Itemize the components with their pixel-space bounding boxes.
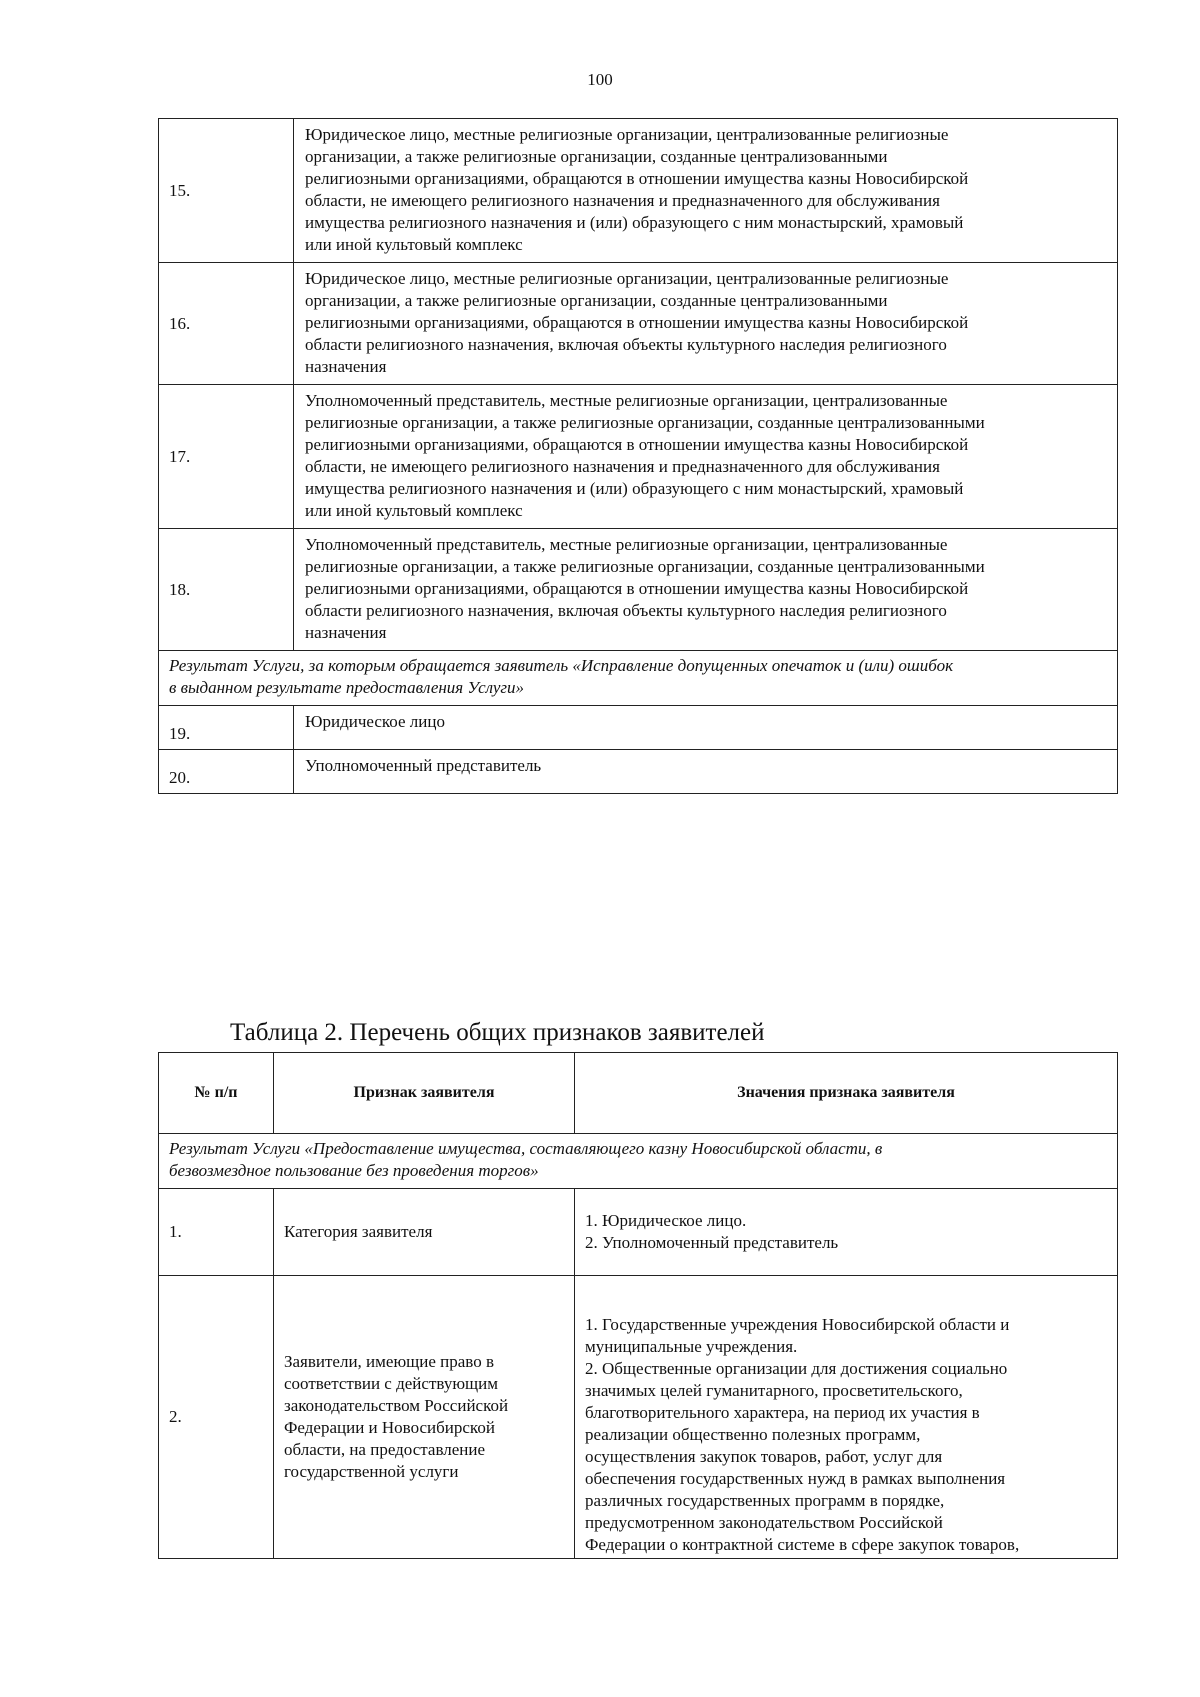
row-number: 18.: [159, 529, 294, 651]
row-number: 17.: [159, 385, 294, 529]
row-values: 1. Юридическое лицо. 2. Уполномоченный представитель: [575, 1189, 1118, 1276]
table-row: [159, 1276, 1118, 1559]
row-number: 19.: [159, 706, 294, 750]
section-header: Результат Услуги «Предоставление имущества, составляющего казну Новосибирской области, в безвозмездное пользование без проведения торгов»: [159, 1134, 1118, 1189]
section-header-row: [159, 651, 1118, 706]
row-number: 16.: [159, 263, 294, 385]
row-text: Уполномоченный представитель, местные религиозные организации, централизованные религиозные организации, а также религиозные организации, созданные централизованными религиозными организациями, обращаются в отношении имущества казны Новосибирской области, не имеющего религиозного назначения и предназначенного для обслуживания имущества религиозного назначения и (или) образующего с ним монастырский, храмовый или иной культовый комплекс: [294, 385, 1118, 529]
table-row: [159, 1189, 1118, 1276]
table-row: [159, 263, 1118, 385]
table-row: [159, 385, 1118, 529]
row-sign: Заявители, имеющие право в соответствии с действующим законодательством Российской Федерации и Новосибирской области, на предоставление государственной услуги: [274, 1276, 575, 1559]
row-text: Юридическое лицо: [294, 706, 1118, 750]
table-row: [159, 706, 1118, 750]
row-number: 2.: [159, 1276, 274, 1559]
common-signs-table: [158, 1052, 1118, 1559]
table-row: [159, 750, 1118, 794]
row-sign: Категория заявителя: [274, 1189, 575, 1276]
row-text: Уполномоченный представитель, местные религиозные организации, централизованные религиозные организации, а также религиозные организации, созданные централизованными религиозными организациями, обращаются в отношении имущества казны Новосибирской области религиозного назначения, включая объекты культурного наследия религиозного назначения: [294, 529, 1118, 651]
table2-title: Таблица 2. Перечень общих признаков заявителей: [230, 1019, 765, 1046]
section-header: Результат Услуги, за которым обращается заявитель «Исправление допущенных опечаток и (или) ошибок в выданном результате предоставления Услуги»: [159, 651, 1118, 706]
table-header-row: [159, 1053, 1118, 1134]
column-header-values: Значения признака заявителя: [575, 1053, 1118, 1134]
applicant-variants-table: [158, 118, 1118, 794]
row-number: 20.: [159, 750, 294, 794]
row-text: Юридическое лицо, местные религиозные организации, централизованные религиозные организации, а также религиозные организации, созданные централизованными религиозными организациями, обращаются в отношении имущества казны Новосибирской области, не имеющего религиозного назначения и предназначенного для обслуживания имущества религиозного назначения и (или) образующего с ним монастырский, храмовый или иной культовый комплекс: [294, 119, 1118, 263]
column-header-sign: Признак заявителя: [274, 1053, 575, 1134]
table-row: [159, 529, 1118, 651]
section-header-row: [159, 1134, 1118, 1189]
row-number: 1.: [159, 1189, 274, 1276]
row-values: 1. Государственные учреждения Новосибирской области и муниципальные учреждения. 2. Общественные организации для достижения социально значимых целей гуманитарного, просветительского, благотворительного характера, на период их участия в реализации общественно полезных программ, осуществления закупок товаров, работ, услуг для обеспечения государственных нужд в рамках выполнения различных государственных программ в порядке, предусмотренном законодательством Российской Федерации о контрактной системе в сфере закупок товаров,: [575, 1276, 1118, 1559]
column-header-number: № п/п: [159, 1053, 274, 1134]
row-text: Юридическое лицо, местные религиозные организации, централизованные религиозные организации, а также религиозные организации, созданные централизованными религиозными организациями, обращаются в отношении имущества казны Новосибирской области религиозного назначения, включая объекты культурного наследия религиозного назначения: [294, 263, 1118, 385]
row-text: Уполномоченный представитель: [294, 750, 1118, 794]
row-number: 15.: [159, 119, 294, 263]
page-number: 100: [587, 70, 613, 89]
table-row: [159, 119, 1118, 263]
